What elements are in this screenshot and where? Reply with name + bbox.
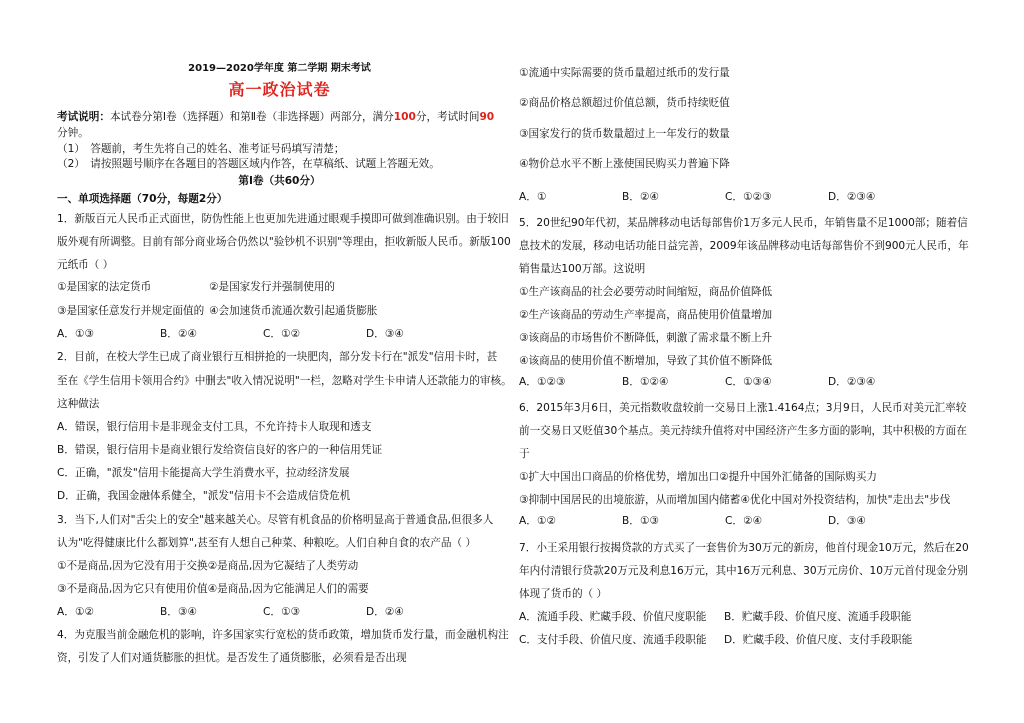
q6-option-c[interactable]: C．②④ xyxy=(725,515,762,527)
instruction-item-2: （2） 请按照题号顺序在各题目的答题区域内作答，在草稿纸、试题上答题无效。 xyxy=(57,158,440,170)
q6-statements-3-4: ③抑制中国居民的出境旅游，从而增加国内储蓄④优化中国对外投资结构，加快"走出去"步伐 xyxy=(519,494,951,506)
q1-option-c[interactable]: C．①② xyxy=(263,328,300,340)
q3-options xyxy=(57,605,469,619)
q4-option-b[interactable]: B．②④ xyxy=(622,191,659,203)
instruction-item-1: （1） 答题前，考生先将自己的姓名、准考证号码填写清楚； xyxy=(57,143,345,155)
q6-option-a[interactable]: A．①② xyxy=(519,515,556,527)
q3-line-1: 3．当下,人们对"舌尖上的安全"越来越关心。尽管有机食品的价格明显高于普通食品,但很多人 xyxy=(57,514,494,526)
q4-statement-3: ③国家发行的货币数量超过上一年发行的数量 xyxy=(519,128,730,140)
q6-options xyxy=(519,514,931,528)
q7-options-cd xyxy=(519,633,929,647)
q3-statements-3-4: ③不是商品,因为它只有使用价值④是商品,因为它能满足人们的需要 xyxy=(57,583,369,595)
q4-statement-4: ④物价总水平不断上涨使国民购买力普遍下降 xyxy=(519,158,730,170)
q1-line-3: 元纸币（ ） xyxy=(57,259,114,271)
q7-line-1: 7．小王采用银行按揭贷款的方式买了一套售价为30万元的新房，他首付现金10万元，然后在20 xyxy=(519,542,969,554)
q2-option-b[interactable]: B．错误，银行信用卡是商业银行发给资信良好的客户的一种信用凭证 xyxy=(57,444,383,456)
q7-line-3: 体现了货币的（ ） xyxy=(519,588,608,600)
exam-title: 高一政治试卷 xyxy=(228,80,331,99)
q5-options xyxy=(519,375,931,389)
q3-option-b[interactable]: B．③④ xyxy=(160,606,197,618)
q4-option-a[interactable]: A．① xyxy=(519,191,547,203)
q4-statement-1: ①流通中实际需要的货币量超过纸币的发行量 xyxy=(519,67,730,79)
q4-options xyxy=(519,190,931,204)
q2-option-a[interactable]: A．错误，银行信用卡是非现金支付工具，不允许持卡人取现和透支 xyxy=(57,421,372,433)
q1-statement-2: ②是国家发行并强制使用的 xyxy=(209,281,336,293)
q1-option-b[interactable]: B．②④ xyxy=(160,328,197,340)
q4-line-1: 4．为克服当前金融危机的影响，许多国家实行宽松的货币政策，增加货币发行量，而金融机构注 xyxy=(57,629,509,641)
q7-line-2: 年内付清银行贷款20万元及利息16万元，其中16万元利息、30万元房价、10万元首付现金分别 xyxy=(519,565,968,577)
q5-statement-1: ①生产该商品的社会必要劳动时间缩短，商品价值降低 xyxy=(519,286,773,298)
q7-option-a[interactable]: A．流通手段、贮藏手段、价值尺度职能 xyxy=(519,611,707,623)
q2-line-3: 这种做法 xyxy=(57,398,100,410)
q5-option-d[interactable]: D．②③④ xyxy=(828,376,876,388)
section-heading: 一、单项选择题（70分，每题2分） xyxy=(57,193,228,205)
q6-line-3: 于 xyxy=(519,448,530,460)
q6-line-1: 6．2015年3月6日，美元指数收盘较前一交易日上涨1.4164点；3月9日，人民币对美元汇率较 xyxy=(519,402,967,414)
q6-option-d[interactable]: D．③④ xyxy=(828,515,866,527)
q3-option-a[interactable]: A．①② xyxy=(57,606,94,618)
q5-option-a[interactable]: A．①②③ xyxy=(519,376,566,388)
q1-statement-3: ③是国家任意发行并规定面值的 xyxy=(57,305,205,317)
q1-option-d[interactable]: D．③④ xyxy=(366,328,404,340)
q5-line-1: 5．20世纪90年代初，某品牌移动电话每部售价1万多元人民币，年销售量不足1000部；随着信 xyxy=(519,217,968,229)
q7-options-ab xyxy=(519,610,929,624)
q6-option-b[interactable]: B．①③ xyxy=(622,515,659,527)
q2-option-c[interactable]: C．正确，"派发"信用卡能提高大学生消费水平，拉动经济发展 xyxy=(57,467,350,479)
instructions-line: 考试说明：本试卷分第Ⅰ卷（选择题）和第Ⅱ卷（非选择题）两部分，满分100分，考试时间90 xyxy=(57,111,495,123)
q1-options xyxy=(57,327,469,341)
exam-period: 2019—2020学年度 第二学期 期末考试 xyxy=(188,63,371,74)
part-one-title: 第Ⅰ卷（共60分） xyxy=(238,175,321,187)
q5-statement-4: ④该商品的使用价值不断增加，导致了其价值不断降低 xyxy=(519,355,773,367)
q1-option-a[interactable]: A．①③ xyxy=(57,328,94,340)
q7-option-c[interactable]: C．支付手段、价值尺度、流通手段职能 xyxy=(519,634,707,646)
q5-line-2: 息技术的发展，移动电话功能日益完善，2009年该品牌移动电话每部售价不到900元人民币，年 xyxy=(519,240,969,252)
q4-statement-2: ②商品价格总额超过价值总额，货币持续贬值 xyxy=(519,97,730,109)
q1-line-1: 1．新版百元人民币正式面世，防伪性能上也更加先进通过眼观手摸即可做到准确识别。由于较旧 xyxy=(57,213,509,225)
q1-statement-1: ①是国家的法定货币 xyxy=(57,281,152,293)
q3-option-c[interactable]: C．①③ xyxy=(263,606,300,618)
q1-line-2: 版外观有所调整。目前有部分商业场合仍然以"验钞机不识别"等理由，拒收新版人民币。新版100 xyxy=(57,236,511,248)
q5-statement-2: ②生产该商品的劳动生产率提高，商品使用价值量增加 xyxy=(519,309,773,321)
q5-option-c[interactable]: C．①③④ xyxy=(725,376,772,388)
q5-statement-3: ③该商品的市场售价不断降低，刺激了需求量不断上升 xyxy=(519,332,773,344)
q7-option-d[interactable]: D．贮藏手段、价值尺度、支付手段职能 xyxy=(724,634,913,646)
instructions-time-unit: 分钟。 xyxy=(57,127,89,139)
q6-statements-1-2: ①扩大中国出口商品的价格优势，增加出口②提升中国外汇储备的国际购买力 xyxy=(519,471,877,483)
q4-line-2: 资，引发了人们对通货膨胀的担忧。是否发生了通货膨胀，必须看是否出现 xyxy=(57,652,407,664)
q3-statements-1-2: ①不是商品,因为它没有用于交换②是商品,因为它凝结了人类劳动 xyxy=(57,560,359,572)
q1-statement-4: ④会加速货币流通次数引起通货膨胀 xyxy=(209,305,378,317)
q5-option-b[interactable]: B．①②④ xyxy=(622,376,669,388)
q4-option-c[interactable]: C．①②③ xyxy=(725,191,772,203)
q2-line-1: 2．目前，在校大学生已成了商业银行互相拼抢的一块肥肉，部分发卡行在"派发"信用卡时，甚 xyxy=(57,351,498,363)
q6-line-2: 前一交易日又贬值30个基点。美元持续升值将对中国经济产生多方面的影响，其中积极的方面在 xyxy=(519,425,967,437)
q3-line-2: 认为"吃得健康比什么都划算",甚至有人想自己种菜、种粮吃。人们自种自食的农产品（ ） xyxy=(57,537,477,549)
q2-line-2: 至在《学生信用卡领用合约》中删去"收入情况说明"一栏，忽略对学生卡申请人还款能力的审核。 xyxy=(57,375,512,387)
q4-option-d[interactable]: D．②③④ xyxy=(828,191,876,203)
q2-option-d[interactable]: D．正确，我国金融体系健全，"派发"信用卡不会造成信贷危机 xyxy=(57,490,351,502)
q3-option-d[interactable]: D．②④ xyxy=(366,606,404,618)
q5-line-3: 销售量达100万部。这说明 xyxy=(519,263,646,275)
q7-option-b[interactable]: B．贮藏手段、价值尺度、流通手段职能 xyxy=(724,611,912,623)
